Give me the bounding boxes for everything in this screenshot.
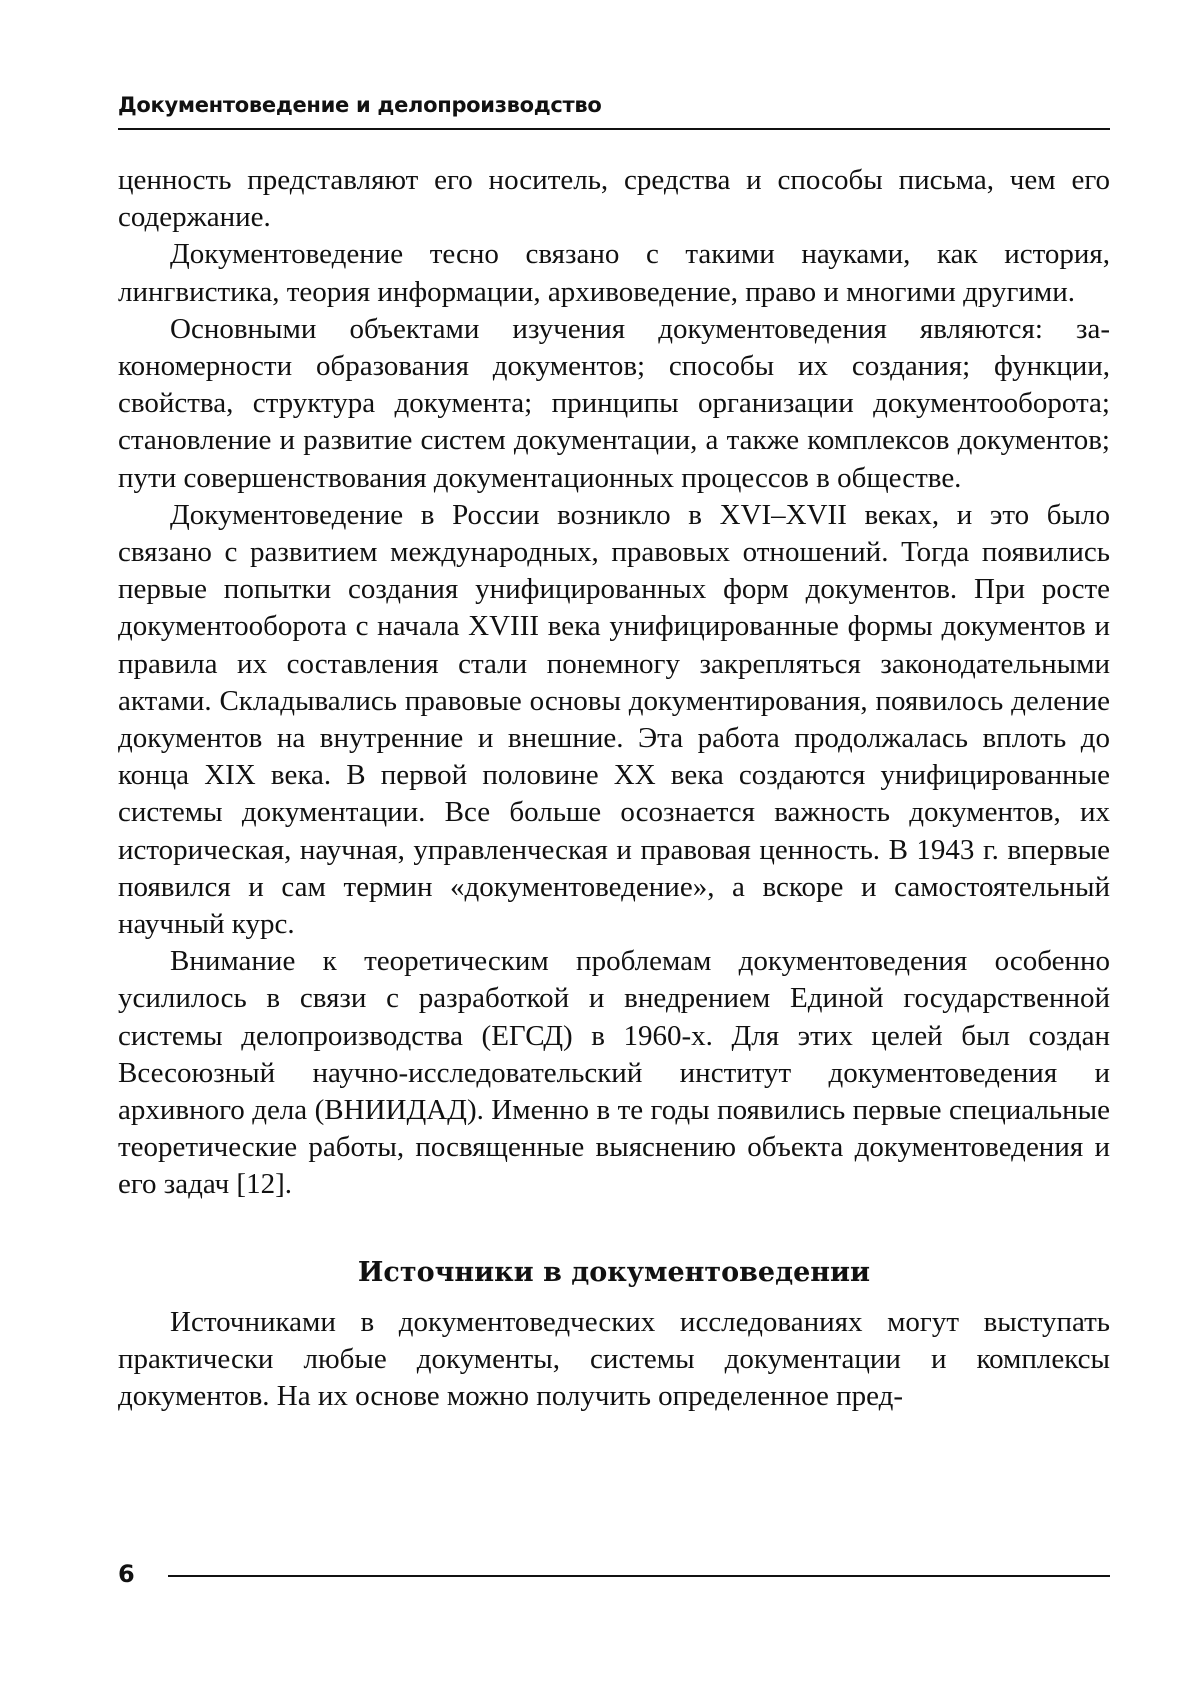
footer-rule [168, 1575, 1110, 1577]
page-body [118, 162, 1110, 1415]
paragraph-objects-of-study: Основными объектами изучения документоведения являются: закономерности образования документов; способы их создания; функции, свойства, структура документа; принципы организации документооборота; становление и развитие систем документации, а также комплексов документов; пути совершенствования документационных процессов в обществе. [118, 312, 1110, 494]
page-number: 6 [118, 1560, 135, 1588]
paragraph-related-sciences: Документоведение тесно связано с такими науками, как история, лингвистика, теория информации, архивоведение, право и многими другими. [118, 238, 1110, 308]
running-head: Документоведение и делопроизводство [118, 93, 602, 117]
header-rule [118, 128, 1110, 130]
section-heading: Источники в документоведении [357, 1256, 871, 1288]
paragraph-history-russia: Документоведение в России возникло в XVI–XVII веках, и это было связано с развитием международных, правовых отношений. Тогда появились первые попытки создания унифицированных форм документов. При росте документооборота с начала XVIII века унифицированные формы документов и правила их составления стали понемногу закрепляться законодательными актами. Складывались правовые основы документирования, появилось деление документов на внутренние и внешние. Эта работа продолжалась вплоть до конца XIX века. В первой половине XX века создаются унифицированные системы документации. Все больше осознается важность документов, их историческая, научная, управленческая и правовая ценность. В 1943 г. впервые появился и сам термин «документоведение», а вскоре и самостоятельный научный курс. [118, 498, 1110, 941]
paragraph-egsd: Внимание к теоретическим проблемам документоведения особенно усилилось в связи с разработкой и внедрением Единой государственной системы делопроизводства (ЕГСД) в 1960-х. Для этих целей был создан Всесоюзный научно-исследовательский институт документоведения и архивного дела (ВНИИДАД). Именно в те годы появились первые специальные теоретические работы, посвященные выяснению объекта документоведения и его задач [12]. [118, 945, 1110, 1201]
paragraph-continuation: ценность представляют его носитель, средства и способы письма, чем его содержание. [118, 164, 1110, 234]
paragraph-sources: Источниками в документоведческих исследованиях могут выступать практически любые документы, системы документации и комплексы документов. На их основе можно получить определенное пред- [118, 1305, 1110, 1413]
